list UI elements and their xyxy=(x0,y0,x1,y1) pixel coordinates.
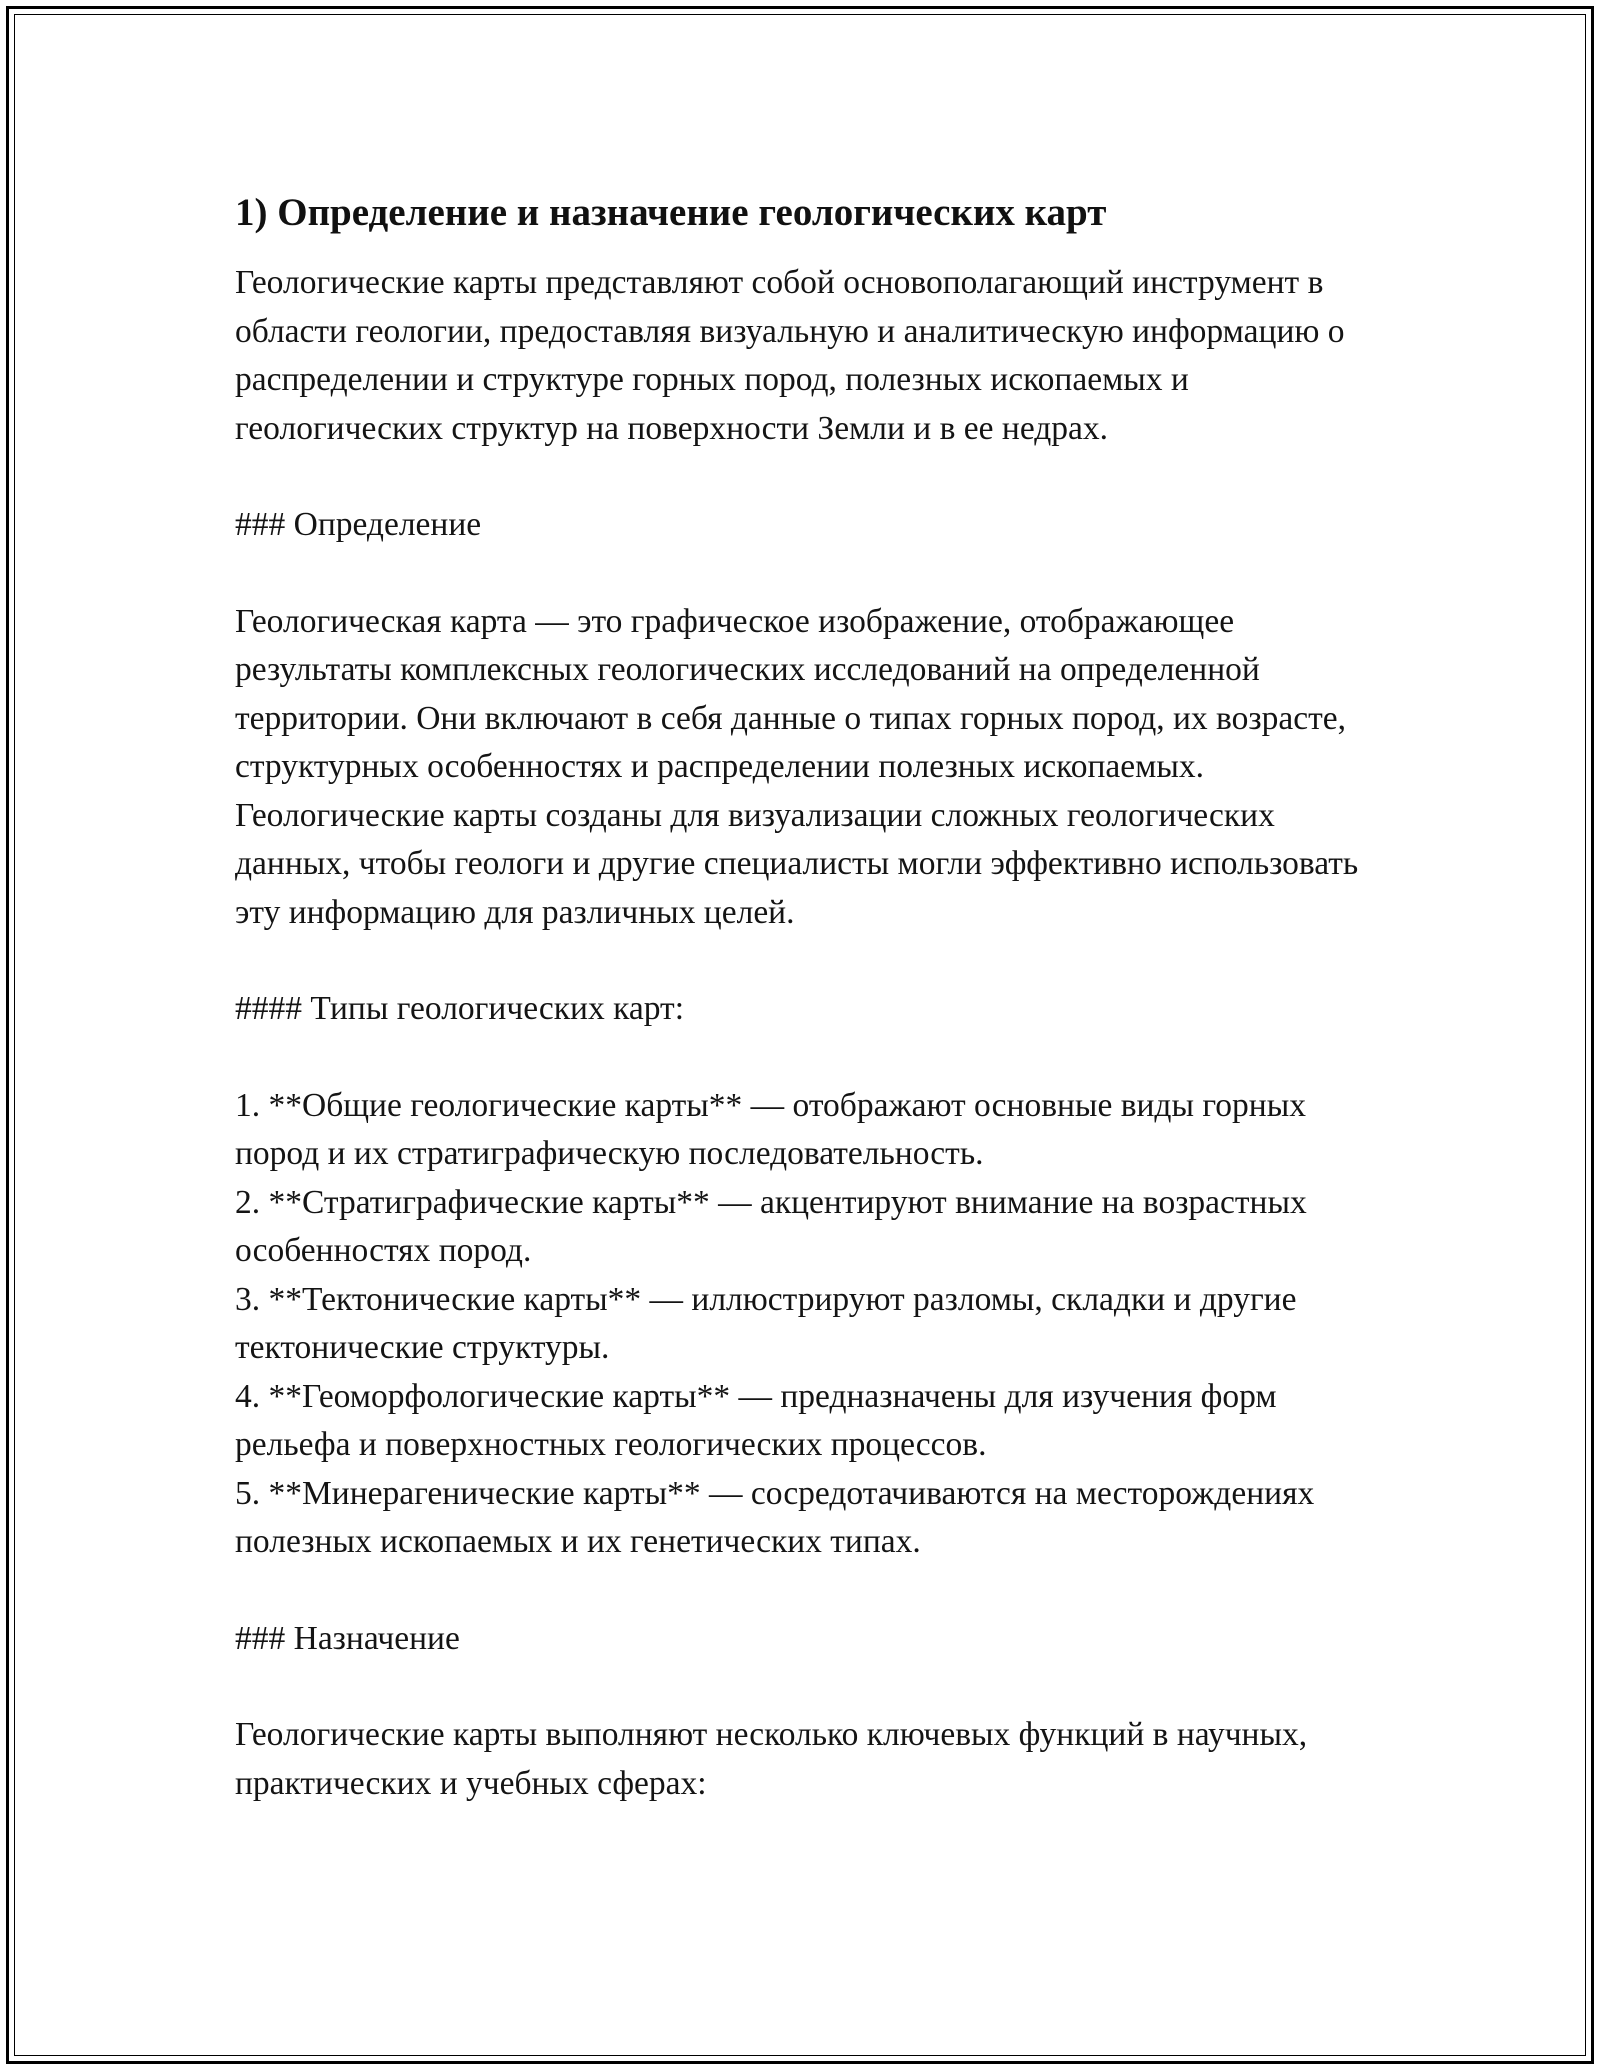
list-item: 3. **Тектонические карты** — иллюстрируют разломы, складки и другие тектонические структуры. xyxy=(235,1280,1297,1366)
list-item: 2. **Стратиграфические карты** — акцентируют внимание на возрастных особенностях пород. xyxy=(235,1183,1307,1269)
definition-heading: ### Определение xyxy=(235,506,482,543)
definition-paragraph: Геологическая карта — это графическое изображение, отображающее результаты комплексных геологических исследований на определенной территории. Они включают в себя данные о типах горных пород, их возрасте, структурных особенностях и распределении полезных ископаемых. Геологические карты созданы для визуализации сложных геологических данных, чтобы геологи и другие специалисты могли эффективно использовать эту информацию для различных целей. xyxy=(235,602,1359,931)
document-body xyxy=(235,188,1395,1808)
list-item: 1. **Общие геологические карты** — отображают основные виды горных пород и их стратиграфическую последовательность. xyxy=(235,1086,1306,1172)
purpose-paragraph: Геологические карты выполняют несколько ключевых функций в научных, практических и учебных сферах: xyxy=(235,1716,1308,1802)
page-title: 1) Определение и назначение геологических карт xyxy=(235,191,1107,234)
map-types-heading: #### Типы геологических карт: xyxy=(235,990,684,1027)
list-item: 5. **Минерагенические карты** — сосредотачиваются на месторождениях полезных ископаемых и их генетических типах. xyxy=(235,1474,1315,1560)
list-item: 4. **Геоморфологические карты** — предназначены для изучения форм рельефа и поверхностных геологических процессов. xyxy=(235,1377,1277,1463)
purpose-heading: ### Назначение xyxy=(235,1619,460,1657)
map-types-list xyxy=(235,1082,1395,1567)
intro-paragraph: Геологические карты представляют собой основополагающий инструмент в области геологии, предоставляя визуальную и аналитическую информацию о распределении и структуре горных пород, полезных ископаемых и геологических структур на поверхности Земли и в ее недрах. xyxy=(235,264,1345,447)
